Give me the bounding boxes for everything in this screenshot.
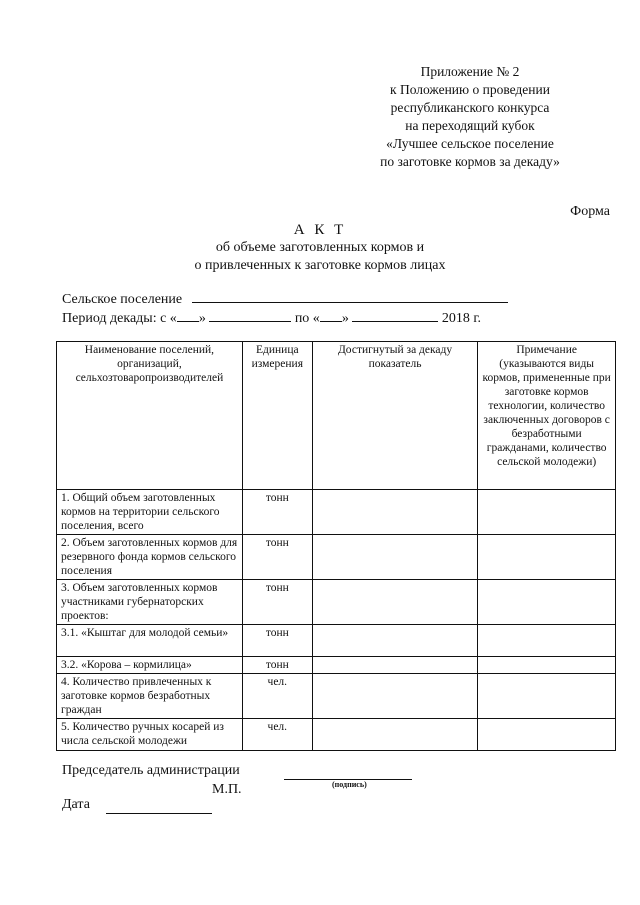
table-row (57, 535, 616, 580)
title-main: А К Т (293, 222, 347, 238)
table-row (57, 490, 616, 535)
period-from-month-blank[interactable] (209, 307, 291, 322)
row-name: 3. Объем заготовленных кормов участниками губернаторских проектов: (57, 580, 243, 625)
row-unit: тонн (242, 490, 312, 535)
row-achieved-cell[interactable] (312, 625, 478, 657)
row-achieved-cell[interactable] (312, 674, 478, 719)
row-name: 4. Количество привлеченных к заготовке кормов безработных граждан (57, 674, 243, 719)
quote-close: » (341, 311, 349, 326)
table-row (57, 674, 616, 719)
form-label: Форма (570, 204, 610, 219)
title-sub-1: об объеме заготовленных кормов и (215, 240, 425, 255)
period-to-month-blank[interactable] (352, 307, 438, 322)
period-to-label: по « (294, 311, 320, 326)
row-note-cell[interactable] (478, 580, 616, 625)
table-row (57, 625, 616, 657)
row-note-cell[interactable] (478, 490, 616, 535)
settlement-label: Сельское поселение (62, 292, 183, 307)
document-title (0, 221, 640, 275)
header-unit: Единица измерения (242, 342, 312, 490)
row-unit: тонн (242, 535, 312, 580)
date-blank[interactable] (106, 813, 212, 814)
row-unit: чел. (242, 719, 312, 751)
row-achieved-cell[interactable] (312, 535, 478, 580)
settlement-blank[interactable] (192, 288, 508, 303)
row-name: 1. Общий объем заготовленных кормов на территории сельского поселения, всего (57, 490, 243, 535)
header-name: Наименование поселений, организаций, сельхозтоваропроизводителей (57, 342, 243, 490)
row-name: 3.1. «Кыштаг для молодой семьи» (57, 625, 243, 657)
row-unit: чел. (242, 674, 312, 719)
quote-close: » (198, 311, 206, 326)
row-unit: тонн (242, 657, 312, 674)
chairman-label: Председатель администрации (62, 763, 240, 778)
date-label: Дата (62, 797, 90, 812)
appendix-line: Приложение № 2 (420, 64, 520, 79)
period-prefix: Период декады: с « (62, 311, 177, 326)
period-row (62, 307, 508, 326)
appendix-line: республиканского конкурса (390, 100, 550, 115)
row-name: 3.2. «Корова – кормилица» (57, 657, 243, 674)
period-from-day-blank[interactable] (177, 307, 199, 322)
row-name: 2. Объем заготовленных кормов для резервного фонда кормов сельского поселения (57, 535, 243, 580)
header-note: Примечание (указываются виды кормов, примененные при заготовке кормов технологии, количество заключенных договоров с безработными гражданами, количество сельской молодежи) (478, 342, 616, 490)
row-note-cell[interactable] (478, 674, 616, 719)
row-note-cell[interactable] (478, 625, 616, 657)
appendix-line: к Положению о проведении (390, 82, 550, 97)
row-note-cell[interactable] (478, 657, 616, 674)
date-row (62, 797, 90, 813)
row-name: 5. Количество ручных косарей из числа сельской молодежи (57, 719, 243, 751)
row-achieved-cell[interactable] (312, 657, 478, 674)
header-fields (62, 288, 508, 326)
title-sub-2: о привлеченных к заготовке кормов лицах (194, 258, 446, 273)
row-note-cell[interactable] (478, 719, 616, 751)
table-row (57, 719, 616, 751)
table-row (57, 657, 616, 674)
row-unit: тонн (242, 580, 312, 625)
signature-caption: (подпись) (332, 780, 367, 789)
year-text: 2018 г. (441, 311, 481, 326)
settlement-row (62, 288, 508, 307)
row-note-cell[interactable] (478, 535, 616, 580)
appendix-line: по заготовке кормов за декаду» (380, 154, 560, 169)
table-header-row (57, 342, 616, 490)
row-achieved-cell[interactable] (312, 719, 478, 751)
appendix-line: на переходящий кубок (405, 118, 535, 133)
appendix-line: «Лучшее сельское поселение (386, 136, 554, 151)
appendix-header (350, 63, 590, 171)
row-achieved-cell[interactable] (312, 490, 478, 535)
header-achieved: Достигнутый за декаду показатель (312, 342, 478, 490)
act-table (56, 341, 616, 751)
table-row (57, 580, 616, 625)
row-unit: тонн (242, 625, 312, 657)
stamp-label: М.П. (212, 782, 242, 797)
row-achieved-cell[interactable] (312, 580, 478, 625)
period-to-day-blank[interactable] (320, 307, 342, 322)
signature-block (62, 763, 367, 797)
